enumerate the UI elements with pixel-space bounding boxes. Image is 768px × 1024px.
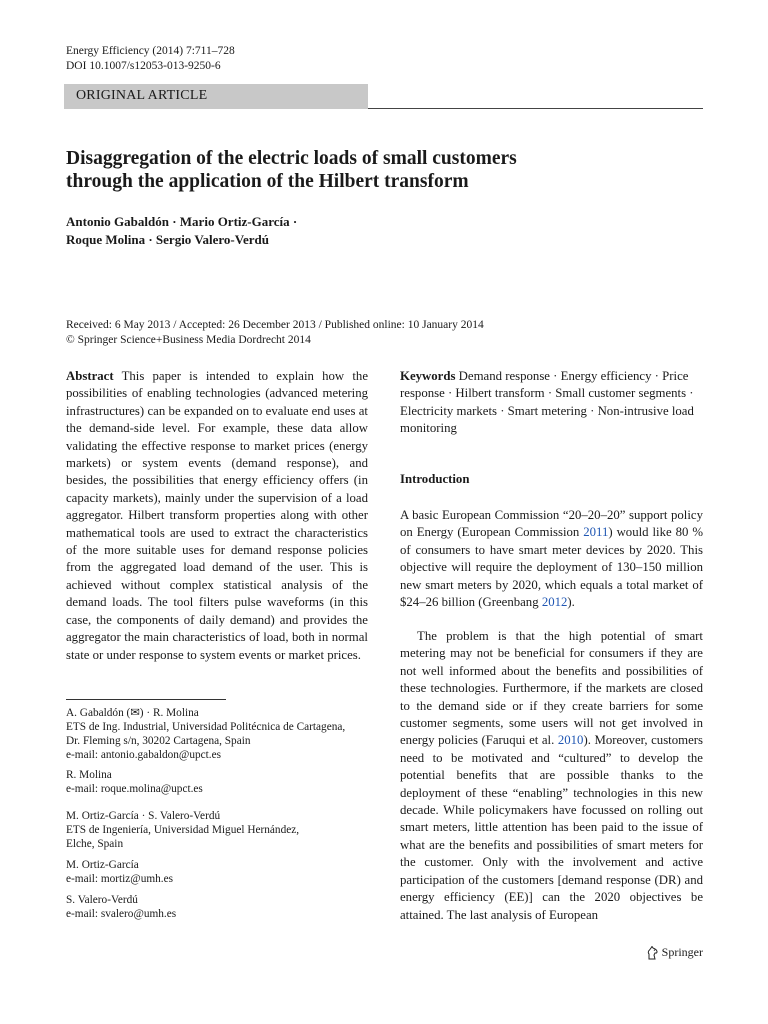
received-accepted-dates: Received: 6 May 2013 / Accepted: 26 December 2013 / Published online: 10 January 2014 xyxy=(66,319,484,331)
title-line: Disaggregation of the electric loads of small customers xyxy=(66,148,517,169)
copyright-text: Springer Science+Business Media Dordrecht 2014 xyxy=(77,333,311,346)
keywords-label: Keywords xyxy=(400,369,456,383)
intro-paragraph-1 xyxy=(400,507,703,611)
affiliation-email[interactable]: e-mail: svalero@umh.es xyxy=(66,908,177,920)
affiliation-line: R. Molina xyxy=(66,769,112,781)
intro-text: ) would like 80 % of consumers to have smart meter devices by 2020. This objective will require the deployment of 130–150 million new smart meters by 2020, which equals a total market of $24–26 billion (Greenbang xyxy=(400,525,703,610)
affiliation-block xyxy=(66,706,368,762)
springer-horse-icon xyxy=(646,946,659,960)
abstract-block xyxy=(66,368,368,664)
affiliation-line: ETS de Ing. Industrial, Universidad Politécnica de Cartagena, xyxy=(66,721,346,733)
copyright-line xyxy=(66,333,484,348)
affiliation-line: S. Valero-Verdú xyxy=(66,894,138,906)
intro-text: The problem is that the high potential of smart metering may not be beneficial for consumers if they are not well informed about the benefits and possibilities of these technologies. Furthermore, if the markets are closed to the demand side or if they create barriers for some customer segments, some users will not get involved in energy policies (Faruqui et al. xyxy=(400,629,703,748)
intro-text: ). Moreover, customers need to be motivated and “cultured” to develop the potential benefits that are possible thanks to the deployment of these “enabling” technologies in this new decade. While policymakers have focussed on rolling out smart meters, little attention has been paid to the issue of what are the benefits and possibilities of smart meters for the customer. Only with the involvement and active participation of the customers [demand response (DR) and energy efficiency (EE)] can the 2020 objectives be attained. The last analysis of European xyxy=(400,733,704,922)
copyright-icon: © xyxy=(66,333,75,346)
keywords-text: Demand response · Energy efficiency · Price response · Hilbert transform · Small customer segments · Electricity markets · Smart metering · Non-intrusive load monitoring xyxy=(400,369,694,436)
abstract-label: Abstract xyxy=(66,369,114,383)
author-list xyxy=(66,213,297,249)
affiliation-line: ETS de Ingeniería, Universidad Miguel Hernández, xyxy=(66,824,300,836)
affiliation-block xyxy=(66,768,368,796)
affiliation-block xyxy=(66,809,368,851)
authors-line: Antonio Gabaldón · Mario Ortiz-García · xyxy=(66,214,298,229)
intro-text: A basic European Commission “20–20–20” support policy on Energy (European Commission xyxy=(400,508,703,540)
affiliation-email[interactable]: e-mail: roque.molina@upct.es xyxy=(66,783,203,795)
affiliation-email[interactable]: e-mail: mortiz@umh.es xyxy=(66,873,174,885)
authors-line: Roque Molina · Sergio Valero-Verdú xyxy=(66,232,269,247)
affiliation-line: A. Gabaldón (✉) · R. Molina xyxy=(66,707,199,719)
affiliation-line: M. Ortiz-García · S. Valero-Verdú xyxy=(66,810,221,822)
abstract-text: This paper is intended to explain how the possibilities of enabling technologies (advanced metering infrastructures) can be expanded on to evaluate end uses at the demand-side level. For example, these data allow validating the effective response to market prices (energy markets) or system events (demand response), and besides, the possibilities that energy efficiency offers (in capacity markets), mainly under the supervision of a load aggregator. Hilbert transform properties along with other mathematical tools are used to extract the characteristics of the more suitable uses for demand response policies from the aggregated load demand of the user. This is achieved without complex statistical analysis of the demand loads. The tool filters pulse waveforms (in this case, the components of daily demand) and provides the aggregator the main characteristics of load, both in normal state or under response to system events or market prices. xyxy=(66,369,368,662)
doi: DOI 10.1007/s12053-013-9250-6 xyxy=(66,60,221,72)
banner-rule xyxy=(368,108,703,109)
paper-title xyxy=(66,147,706,193)
citation-link[interactable]: 2011 xyxy=(583,525,609,540)
article-type-banner xyxy=(64,84,368,109)
affiliation-email[interactable]: e-mail: antonio.gabaldon@upct.es xyxy=(66,749,222,761)
affiliation-line: M. Ortiz-García xyxy=(66,859,139,871)
affiliation-block xyxy=(66,893,368,921)
publisher-logo xyxy=(646,945,703,960)
article-type-label: ORIGINAL ARTICLE xyxy=(76,88,208,103)
affiliation-line: Elche, Spain xyxy=(66,838,124,850)
affiliation-block xyxy=(66,858,368,886)
publication-history xyxy=(66,318,484,347)
section-heading-introduction: Introduction xyxy=(400,472,470,486)
citation-link[interactable]: 2010 xyxy=(557,733,584,748)
footnote-rule xyxy=(66,699,226,700)
citation-link[interactable]: 2012 xyxy=(541,595,568,610)
intro-text: ). xyxy=(567,595,575,610)
journal-citation: Energy Efficiency (2014) 7:711–728 xyxy=(66,45,235,57)
affiliation-line: Dr. Fleming s/n, 30202 Cartagena, Spain xyxy=(66,735,251,747)
title-line: through the application of the Hilbert transform xyxy=(66,171,469,192)
keywords-block xyxy=(400,368,703,438)
intro-paragraph-2 xyxy=(400,628,703,924)
publisher-name: Springer xyxy=(661,945,703,959)
